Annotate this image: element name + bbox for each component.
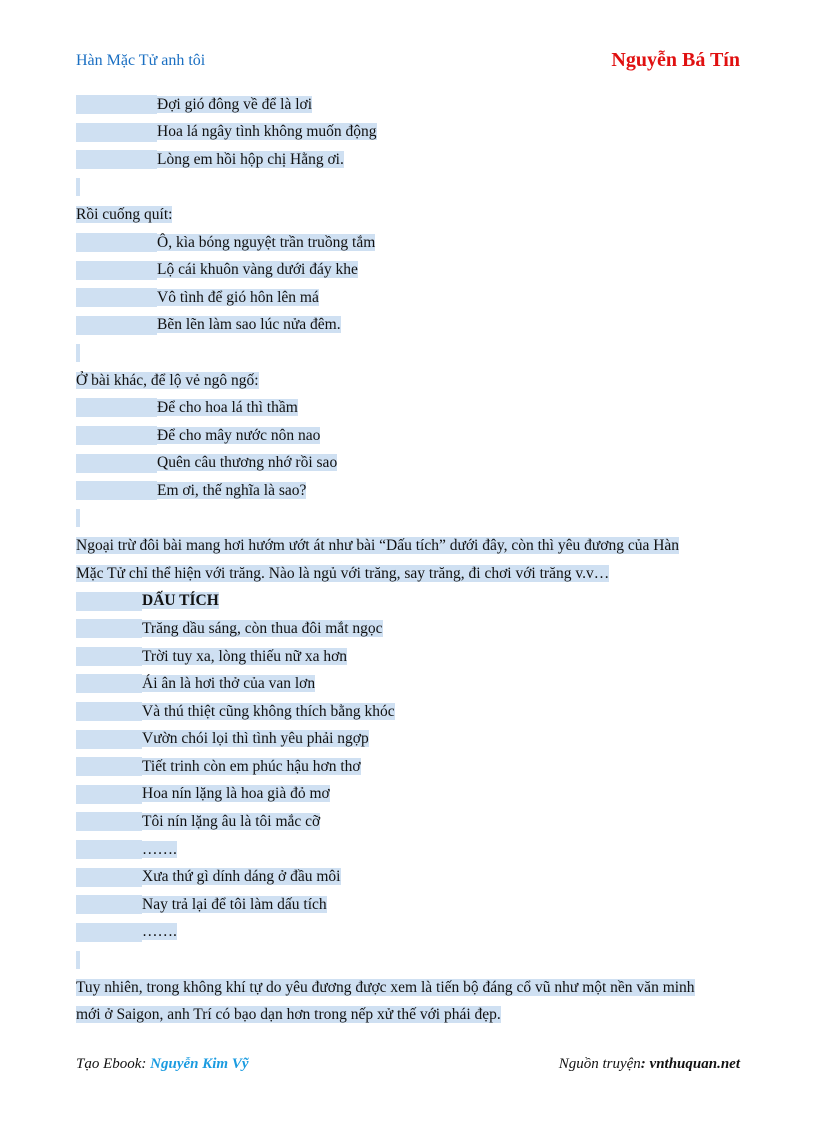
- poem-line: Lòng em hồi hộp chị Hằng ơi.: [76, 145, 746, 173]
- prose-line: Mặc Tử chỉ thể hiện với trăng. Nào là ngủ với trăng, say trăng, đi chơi với trăng v.v…: [76, 564, 610, 582]
- poem-line: Để cho mây nước nôn nao: [76, 421, 746, 449]
- poem-line: Bẽn lẽn làm sao lúc nửa đêm.: [76, 311, 746, 339]
- poem-line: Nay trả lại để tôi làm dấu tích: [76, 890, 746, 918]
- blank-line: [76, 173, 746, 201]
- blank-line: [76, 338, 746, 366]
- blank-line: [76, 504, 746, 532]
- poem-line: Và thú thiệt cũng không thích bằng khóc: [76, 697, 746, 725]
- prose-line: Ngoại trừ đôi bài mang hơi hướm ướt át như bài “Dấu tích” dưới đây, còn thì yêu đương của Hàn: [76, 537, 680, 555]
- poem-line: Tôi nín lặng âu là tôi mắc cỡ: [76, 807, 746, 835]
- poem-line: Vườn chói lọi thì tình yêu phải ngợp: [76, 725, 746, 753]
- source-separator: :: [640, 1056, 650, 1072]
- poem-line: Trời tuy xa, lòng thiếu nữ xa hơn: [76, 642, 746, 670]
- poem-line: Quên câu thương nhớ rồi sao: [76, 449, 746, 477]
- poem-line: …….: [76, 918, 746, 946]
- ebook-creator: Nguyễn Kim Vỹ: [150, 1056, 249, 1072]
- author-name: Nguyễn Bá Tín: [611, 49, 740, 71]
- poem-line: Hoa nín lặng là hoa già đỏ mơ: [76, 780, 746, 808]
- prose-line: Rồi cuống quít:: [76, 206, 173, 224]
- poem-line: Em ơi, thế nghĩa là sao?: [76, 476, 746, 504]
- ebook-credit: [76, 1056, 249, 1073]
- document-body: [76, 90, 746, 1028]
- poem-line: Lộ cái khuôn vàng dưới đáy khe: [76, 256, 746, 284]
- poem-title: DẤU TÍCH: [76, 587, 746, 615]
- poem-line: Xưa thứ gì dính dáng ở đầu môi: [76, 863, 746, 891]
- poem-line: …….: [76, 835, 746, 863]
- poem-line: Đợi gió đông về để là lơi: [76, 90, 746, 118]
- poem-line: Vô tình để gió hôn lên má: [76, 283, 746, 311]
- book-title: Hàn Mặc Tử anh tôi: [76, 52, 206, 69]
- source-credit: [559, 1056, 740, 1073]
- poem-line: Tiết trinh còn em phúc hậu hơn thơ: [76, 752, 746, 780]
- poem-line: Ái ân là hơi thở của van lơn: [76, 669, 746, 697]
- source-label: Nguồn truyện: [558, 1056, 641, 1072]
- source-site: vnthuquan.net: [649, 1056, 740, 1072]
- prose-line: Tuy nhiên, trong không khí tự do yêu đương được xem là tiến bộ đáng cổ vũ như một nền văn minh: [76, 978, 695, 996]
- poem-line: Hoa lá ngây tình không muốn động: [76, 118, 746, 146]
- poem-line: Để cho hoa lá thì thầm: [76, 394, 746, 422]
- poem-line: Ô, kìa bóng nguyệt trần truồng tắm: [76, 228, 746, 256]
- poem-line: Trăng dầu sáng, còn thua đôi mắt ngọc: [76, 614, 746, 642]
- ebook-separator: :: [141, 1056, 151, 1072]
- prose-line: Ở bài khác, để lộ vẻ ngô ngố:: [76, 371, 259, 389]
- prose-line: mới ở Saigon, anh Trí có bạo dạn hơn trong nếp xử thế với phái đẹp.: [76, 1006, 501, 1024]
- ebook-label: Tạo Ebook: [76, 1056, 142, 1072]
- blank-line: [76, 945, 746, 973]
